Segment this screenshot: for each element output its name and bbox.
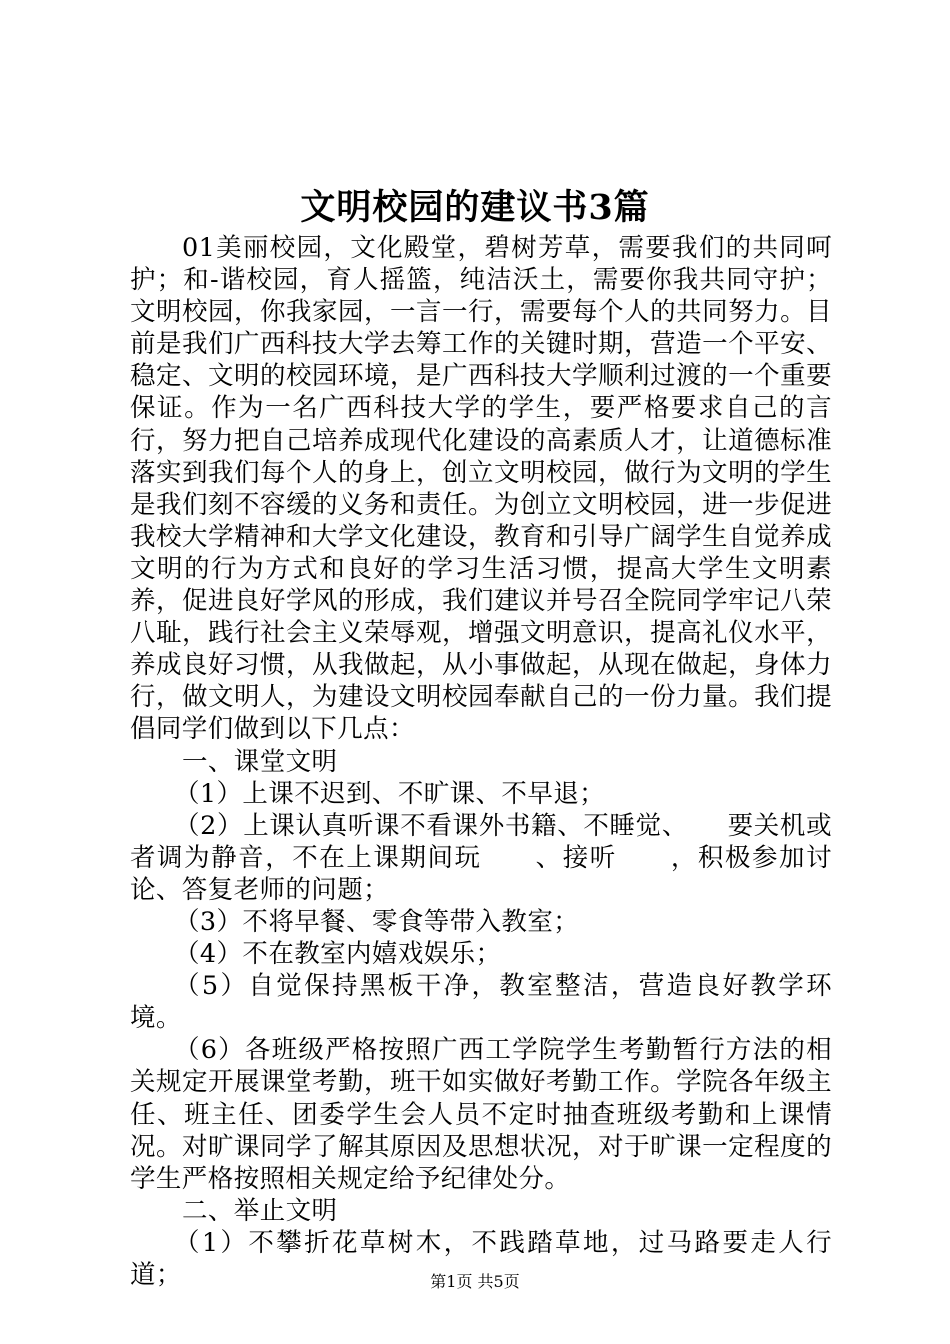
list-item: （1）不攀折花草树木，不践踏草地，过马路要走人行道； [130,1227,832,1290]
list-item: （2）上课认真听课不看课外书籍、不睡觉、 要关机或者调为静音，不在上课期间玩 、接听 ，积极参加讨论、答复老师的问题； [130,810,832,905]
list-item: （1）上课不迟到、不旷课、不早退； [174,778,606,809]
section-heading-behavior: 二、举止文明 [182,1195,338,1226]
intro-paragraph: 01美丽校园，文化殿堂，碧树芳草，需要我们的共同呵护；和-谐校园，育人摇篮，纯洁沃土，需要你我共同守护；文明校园，你我家园，一言一行，需要每个人的共同努力。目前是我们广西科技大学去筹工作的关键时期，营造一个平安、稳定、文明的校园环境，是广西科技大学顺利过渡的一个重要保证。作为一名广西科技大学的学生，要严格要求自己的言行，努力把自己培养成现代化建设的高素质人才，让道德标准落实到我们每个人的身上，创立文明校园，做行为文明的学生是我们刻不容缓的义务和责任。为创立文明校园，进一步促进我校大学精神和大学文化建设，教育和引导广阔学生自觉养成文明的行为方式和良好的学习生活习惯，提高大学生文明素养，促进良好学风的形成，我们建议并号召全院同学牢记八荣八耻，践行社会主义荣辱观，增强文明意识，提高礼仪水平，养成良好习惯，从我做起，从小事做起，从现在做起，身体力行，做文明人，为建设文明校园奉献自己的一份力量。我们提倡同学们做到以下几点： [130,233,832,745]
list-item: （6）各班级严格按照广西工学院学生考勤暂行方法的相关规定开展课堂考勤，班干如实做好考勤工作。学院各年级主任、班主任、团委学生会人员不定时抽查班级考勤和上课情况。对旷课同学了解其原因及思想状况，对于旷课一定程度的学生严格按照相关规定给予纪律处分。 [130,1035,832,1194]
section-heading-classroom: 一、课堂文明 [182,746,338,777]
document-body [130,232,832,1291]
document-title: 文明校园的建议书3篇 [300,187,650,228]
list-item: （5）自觉保持黑板干净，教室整洁，营造良好教学环境。 [130,971,832,1034]
list-item: （3）不将早餐、零食等带入教室； [174,906,580,937]
page-footer: 第1页 共5页 [430,1272,520,1291]
list-item: （4）不在教室内嬉戏娱乐； [174,939,502,970]
